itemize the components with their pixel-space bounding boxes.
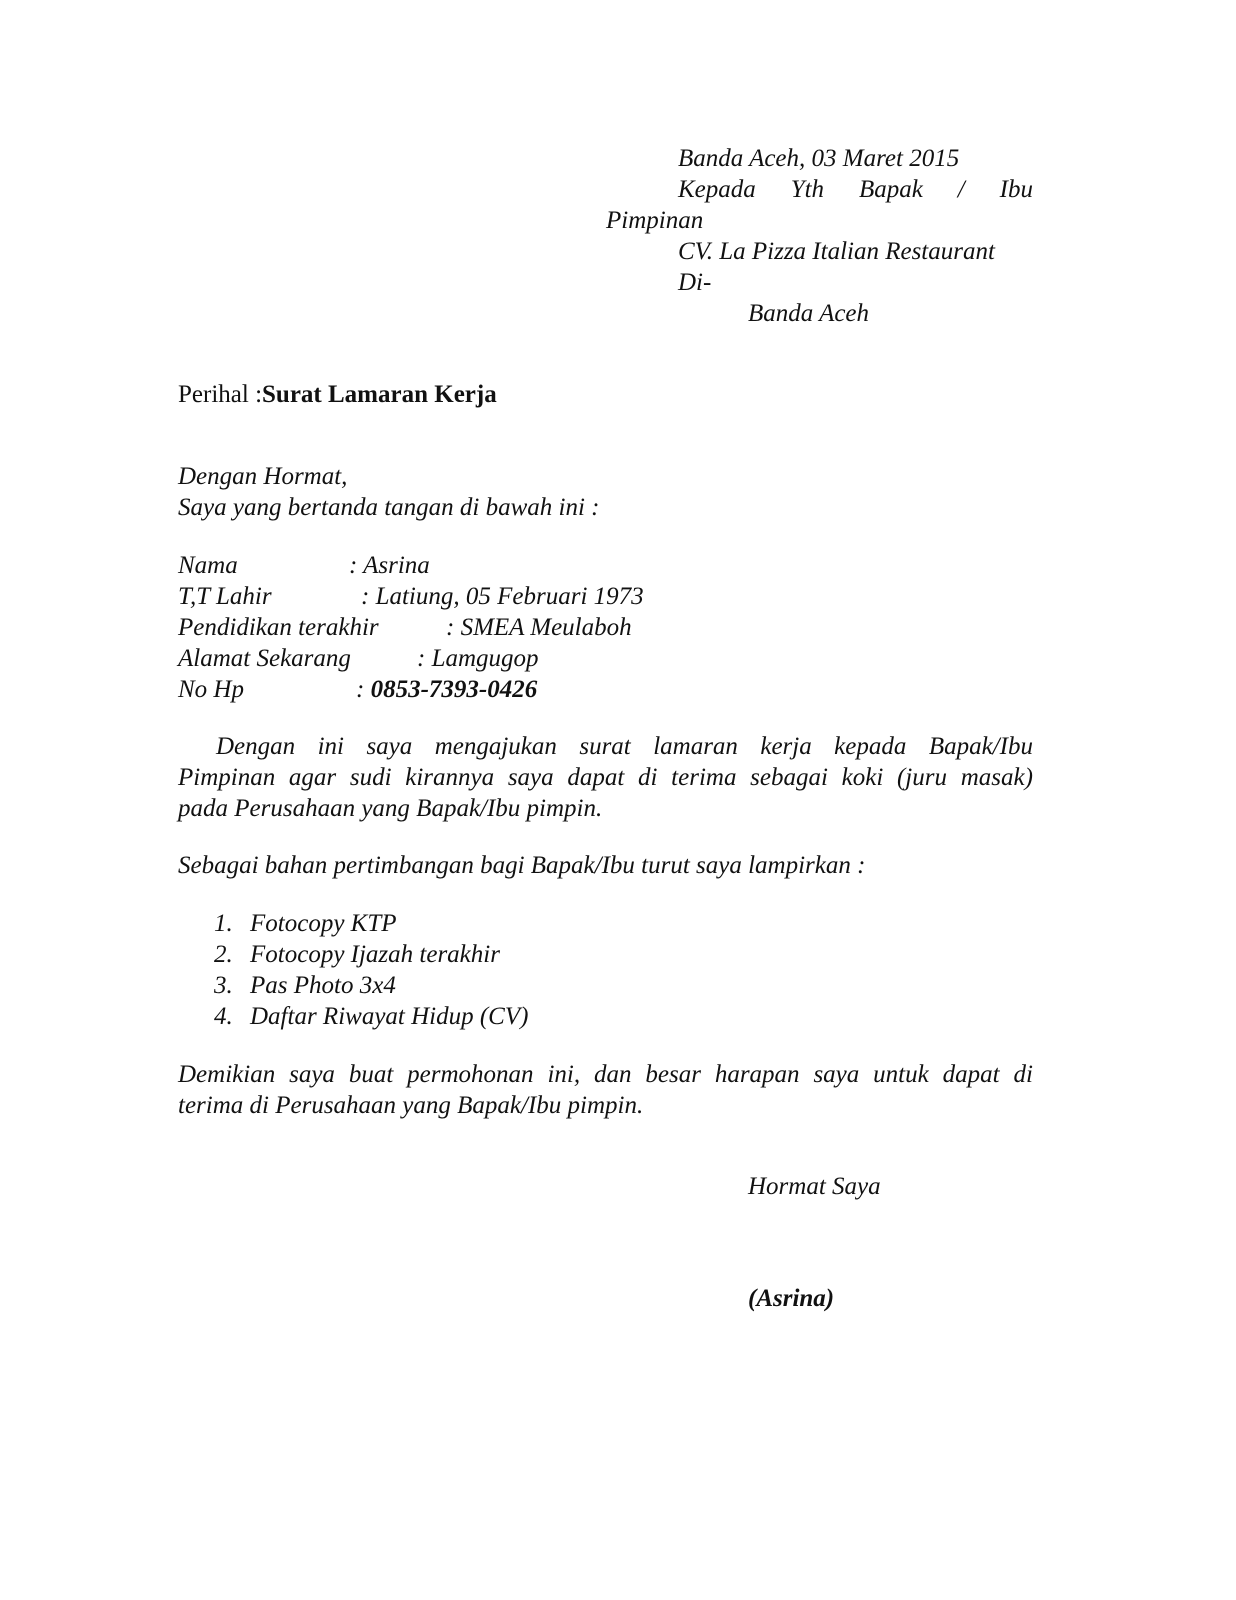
word: agar — [288, 764, 337, 791]
closing-line1 — [178, 1059, 1033, 1090]
list-item: Daftar Riwayat Hidup (CV) — [250, 1003, 529, 1030]
paragraph1-line3: pada Perusahaan yang Bapak/Ibu pimpin. — [178, 795, 603, 822]
subject-value: Surat Lamaran Kerja — [262, 381, 497, 408]
addressee-word: Kepada — [678, 176, 756, 203]
addressee-line — [678, 174, 1033, 205]
list-item: Fotocopy KTP — [250, 910, 397, 937]
word: lamaran — [653, 733, 738, 760]
word: masak) — [960, 764, 1033, 791]
word: saya — [507, 764, 554, 791]
word: saya — [366, 733, 413, 760]
attachments-intro: Sebagai bahan pertimbangan bagi Bapak/Ibu turut saya lampirkan : — [178, 852, 866, 879]
word: untuk — [873, 1061, 929, 1088]
salutation: Dengan Hormat, — [178, 463, 348, 490]
field-value-alamat: : Lamgugop — [417, 645, 539, 672]
addressee-word: / — [957, 176, 965, 203]
word: kirannya — [405, 764, 495, 791]
field-value-nohp — [356, 674, 537, 705]
word: harapan — [714, 1061, 800, 1088]
word: Bapak/Ibu — [928, 733, 1033, 760]
list-item-number: 2. — [214, 941, 233, 968]
word: di — [1013, 1061, 1033, 1088]
city-name: Banda Aceh — [748, 300, 870, 327]
addressee-word: Ibu — [999, 176, 1033, 203]
word: permohonan — [407, 1061, 534, 1088]
place-date: Banda Aceh, 03 Maret 2015 — [678, 145, 960, 172]
paragraph1-line2 — [178, 762, 1033, 793]
intro-text: Saya yang bertanda tangan di bawah ini : — [178, 494, 600, 521]
word: terima — [671, 764, 737, 791]
word: buat — [348, 1061, 394, 1088]
word: Demikian — [178, 1061, 276, 1088]
list-item-number: 3. — [214, 972, 233, 999]
field-value-nama: : Asrina — [349, 552, 430, 579]
field-value-nohp-prefix: : — [356, 676, 365, 703]
field-value-pendidikan: : SMEA Meulaboh — [446, 614, 632, 641]
field-value-ttl: : Latiung, 05 Februari 1973 — [361, 583, 644, 610]
word: dan — [593, 1061, 632, 1088]
signature-name: (Asrina) — [748, 1285, 835, 1312]
word: mengajukan — [434, 733, 557, 760]
word: surat — [579, 733, 631, 760]
addressee-continuation: Pimpinan — [606, 207, 704, 234]
phone-number: 0853-7393-0426 — [370, 676, 538, 703]
word: dapat — [567, 764, 625, 791]
word: koki — [841, 764, 884, 791]
field-label-pendidikan: Pendidikan terakhir — [178, 614, 379, 641]
field-label-alamat: Alamat Sekarang — [178, 645, 351, 672]
word: besar — [645, 1061, 701, 1088]
list-item-number: 1. — [214, 910, 233, 937]
field-label-nohp: No Hp — [178, 676, 244, 703]
list-item: Fotocopy Ijazah terakhir — [250, 941, 500, 968]
company-name: CV. La Pizza Italian Restaurant — [678, 238, 995, 265]
word: saya — [289, 1061, 335, 1088]
word: ini — [317, 733, 344, 760]
paragraph1-line1 — [216, 731, 1033, 762]
list-item-number: 4. — [214, 1003, 233, 1030]
addressee-word: Yth — [790, 176, 825, 203]
subject-label: Perihal : — [178, 381, 263, 408]
closing-line2: terima di Perusahaan yang Bapak/Ibu pimpin. — [178, 1092, 644, 1119]
signature-closing: Hormat Saya — [748, 1173, 881, 1200]
word: dapat — [942, 1061, 1000, 1088]
word: ini, — [547, 1061, 581, 1088]
word: saya — [813, 1061, 860, 1088]
word: Dengan — [216, 733, 296, 760]
list-item: Pas Photo 3x4 — [250, 972, 396, 999]
word: kepada — [834, 733, 907, 760]
di-label: Di- — [678, 269, 712, 296]
word: di — [638, 764, 658, 791]
subject-line — [178, 379, 497, 410]
word: (juru — [896, 764, 947, 791]
word: Pimpinan — [178, 764, 276, 791]
word: sudi — [349, 764, 392, 791]
word: kerja — [760, 733, 812, 760]
field-label-nama: Nama — [178, 552, 238, 579]
field-label-ttl: T,T Lahir — [178, 583, 272, 610]
addressee-word: Bapak — [858, 176, 923, 203]
word: sebagai — [750, 764, 828, 791]
